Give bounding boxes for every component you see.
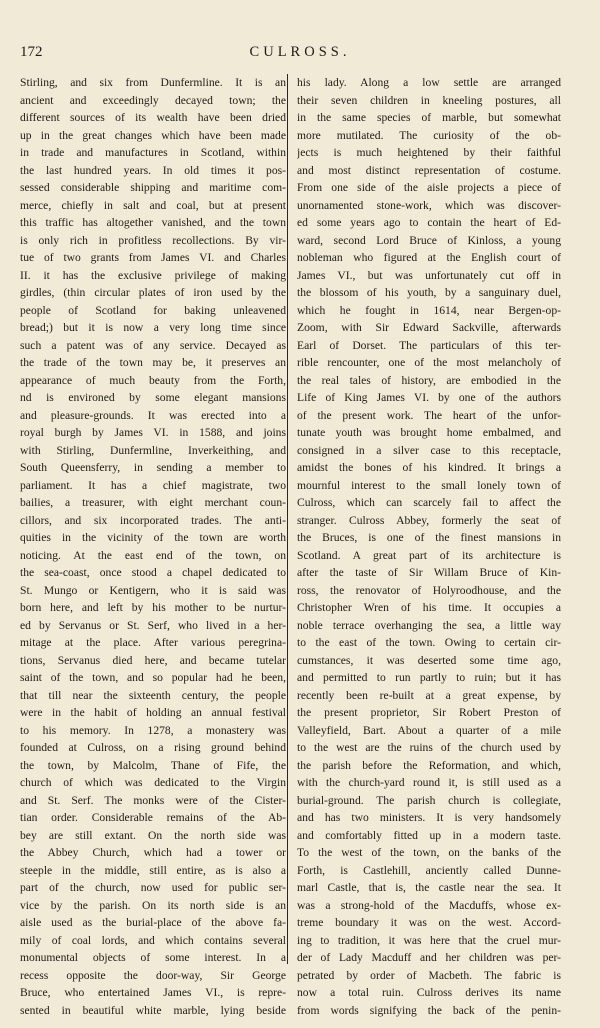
text-line: amidst the bones of his kindred. It brings a [297,461,561,474]
text-line: quities in the vicinity of the town are worth [20,531,286,544]
text-line: with Stirling, Dunfermline, Inverkeithing, and [20,443,286,457]
text-line: treme boundary it was on the west. Accord- [297,916,561,929]
text-line: mournful interest to the small lonely town of [297,478,561,492]
text-line: the real tales of history, are embodied in the [297,373,561,387]
text-line: steeple in the middle, still entire, as is also a [20,863,286,877]
text-line: the parish before the Reformation, and which, [297,758,561,772]
text-line: and comfortably fitted up in a modern taste. [297,828,561,842]
text-line: the blossom of his youth, by a sanguinary duel, [297,286,561,299]
text-line: South Queensferry, in sending a member to [20,461,286,474]
text-line: Earl of Dorset. The particulars of this ter- [297,338,561,352]
text-line: Forth, is Castlehill, anciently called Dunne- [297,863,561,877]
running-title: CULROSS. [249,44,351,60]
left-column [20,74,286,1019]
text-line: ancient and exceedingly decayed town; the [20,93,286,107]
text-line: recently been re-built at a great expense, by [297,688,561,702]
text-line: the sea-coast, once stood a chapel dedicated to [20,566,286,579]
text-line: monumental objects of some interest. In a [20,951,286,964]
text-line: and St. Serf. The monks were of the Cister- [20,793,286,807]
text-line: mitage at the place. After various peregrina- [20,636,286,649]
text-line: ing to tradition, it was here that the cruel mur- [297,933,561,947]
text-line: sessed considerable shipping and maritime com- [20,181,286,194]
text-line: such a patent was of any service. Decayed as [20,338,286,352]
text-line: saint of the town, and so popular had he been, [20,671,286,684]
text-line: from words signifying the back of the penin- [297,1003,561,1017]
text-line: the present proprietor, Sir Robert Preston of [297,706,561,719]
text-line: born here, and left by his mother to be nurtur- [20,601,286,614]
text-line: people of Scotland for baking unleavened [20,303,286,317]
text-line: cillors, and six incorporated trades. The anti- [20,513,286,527]
text-line: Bruce, who entertained James VI., is repre- [20,986,286,999]
text-line: is only rich in profitless recollections. By vir- [20,233,286,247]
text-line: and pleasure-grounds. It was erected into a [20,408,286,422]
page-header [20,44,580,64]
text-line: appearance of much beauty from the Forth, [20,373,286,387]
text-line: bread;) but it is now a very long time since [20,321,286,334]
text-line: in the same species of marble, but somewhat [297,111,561,124]
text-line: stranger. Culross Abbey, formerly the seat of [297,513,561,527]
text-line: St. Mungo or Kentigern, who it is said was [20,583,286,597]
text-line: tian order. Considerable remains of the Ab- [20,811,286,824]
text-line: the town, by Malcolm, Thane of Fife, the [20,758,286,772]
text-line: ed some years ago to contain the heart of Ed- [297,216,561,229]
text-line: II. it has the exclusive privilege of making [20,268,286,282]
text-line: recess opposite the door-way, Sir George [20,968,286,982]
text-line: the trade of the town may be, it preserves an [20,356,286,369]
text-line: tions, Servanus died here, and became tutelar [20,653,286,667]
text-line: burial-ground. The parish church is collegiate, [297,793,561,807]
text-line: girdles, (thin circular plates of iron used by the [20,286,286,299]
text-line: church of which was dedicated to the Virgin [20,776,286,789]
text-line: after the taste of Sir Willam Bruce of Kin- [297,566,561,579]
text-line: ward, second Lord Bruce of Kinloss, a young [297,233,561,247]
text-line: Christopher Wren of his time. It occupies a [297,601,561,614]
text-line: different sources of its wealth have been dried [20,111,286,124]
text-line: which he fought in 1614, near Bergen-op- [297,303,561,317]
text-line: now a total ruin. Culross derives its name [297,986,561,999]
text-line: ross, the renovator of Holyroodhouse, and the [297,583,561,597]
text-line: merce, chiefly in salt and coal, but at present [20,198,286,212]
text-line: nobleman who figured at the English court of [297,251,561,264]
column-divider [287,74,288,964]
text-line: parliament. It has a chief magistrate, two [20,478,286,492]
text-line: Life of King James VI. by one of the authors [297,391,561,404]
text-line: sented in beautiful white marble, lying beside [20,1003,286,1017]
text-line: Scotland. A great part of its architecture is [297,548,561,562]
text-line: petrated by order of Macbeth. The fabric is [297,968,561,982]
text-line: mily of coal lords, and which contains several [20,933,286,947]
text-line: aisle used as the burial-place of the above fa- [20,916,286,929]
text-line: tunate youth was brought home embalmed, and [297,426,561,439]
text-line: ed by Servanus or St. Serf, who lived in a her- [20,618,286,632]
text-line: their seven children in kneeling postures, all [297,93,561,107]
text-line: that till near the sixteenth century, the people [20,688,286,702]
text-line: of the present work. The heart of the unfor- [297,408,561,422]
page-number: 172 [20,44,43,60]
text-line: up in the great changes which have been made [20,128,286,142]
text-line: with the church-yard round it, is still used as a [297,776,561,789]
text-line: and has two ministers. It is very handsomely [297,811,561,824]
text-line: tue of two grants from James VI. and Charles [20,251,286,264]
text-line: in trade and manufactures in Scotland, within [20,146,286,159]
right-column [297,74,561,1019]
text-line: nd is environed by some elegant mansions [20,391,286,404]
text-line: founded at Culross, on a rising ground behind [20,741,286,754]
text-line: this traffic has altogether vanished, and the town [20,216,286,229]
text-line: the last hundred years. In old times it pos- [20,163,286,177]
text-line: part of the church, now used for public ser- [20,881,286,894]
text-line: noticing. At the east end of the town, on [20,548,286,562]
text-line: noble terrace overhanging the sea, a little way [297,618,561,632]
text-line: bey are still extant. On the north side was [20,828,286,842]
text-line: his lady. Along a low settle are arranged [297,76,561,89]
text-line: vice by the parish. On its north side is an [20,898,286,912]
text-line: Stirling, and six from Dunfermline. It is an [20,76,286,89]
text-line: marl Castle, that is, the castle near the sea. It [297,881,561,894]
text-line: to his memory. In 1278, a monastery was [20,723,286,737]
text-line: Zoom, with Sir Edward Sackville, afterwards [297,321,561,334]
text-line: to the east of the town. Owing to certain cir- [297,636,561,649]
text-line: To the west of the town, on the banks of the [297,846,561,859]
text-line: were in the habit of holding an annual festival [20,706,286,719]
text-line: der of Lady Macduff and her children was per- [297,951,561,964]
text-line: rible rencounter, one of the most melancholy of [297,356,561,369]
text-line: James VI., but was unfortunately cut off in [297,268,561,282]
text-line: royal burgh by James VI. in 1588, and joins [20,426,286,439]
text-line: the Bruces, is one of the finest mansions in [297,531,561,544]
text-line: jects is much heightened by their faithful [297,146,561,159]
text-line: the Abbey Church, which had a tower or [20,846,286,859]
text-line: and most distinct representation of costume. [297,163,561,177]
text-line: cumstances, it was deserted some time ago, [297,653,561,667]
text-line: was a strong-hold of the Macduffs, whose ex- [297,898,561,912]
text-line: unornamented stone-work, which was discover- [297,198,561,212]
text-line: and permitted to run partly to ruin; but it has [297,671,561,684]
text-line: consigned in a silver case to this receptacle, [297,443,561,457]
text-line: more mutilated. The curiosity of the ob- [297,128,561,142]
text-line: From one side of the aisle projects a piece of [297,181,561,194]
text-line: bailies, a treasurer, with eight merchant coun- [20,496,286,509]
text-line: to the west are the ruins of the church used by [297,741,561,754]
text-line: Culross, which can scarcely fail to affect the [297,496,561,509]
text-line: Valleyfield, Bart. About a quarter of a mile [297,723,561,737]
